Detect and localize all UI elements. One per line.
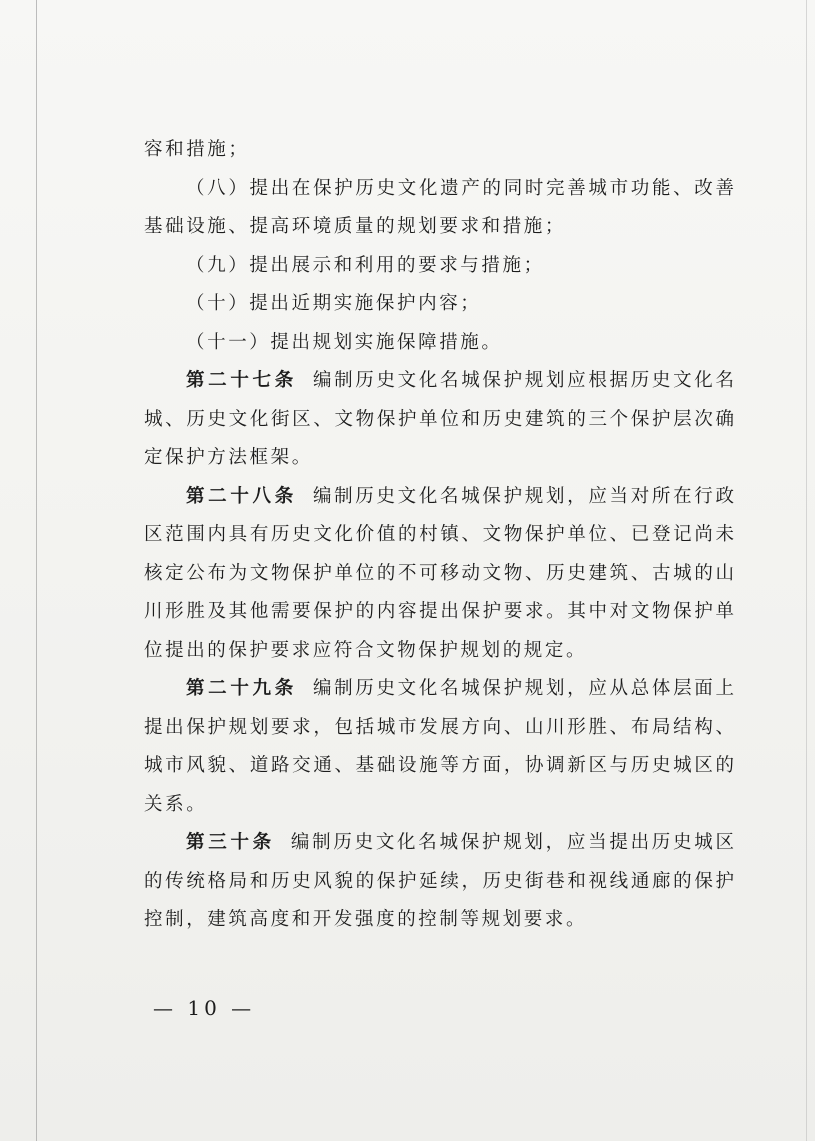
text-line: [144, 247, 734, 286]
line-text: 城市风貌、道路交通、基础设施等方面，协调新区与历史城区的: [144, 755, 734, 776]
text-line: [144, 439, 734, 478]
article-line: [144, 362, 734, 401]
text-line: [144, 516, 734, 555]
text-line: [144, 555, 734, 594]
line-text: 编制历史文化名城保护规划，应当提出历史城区: [290, 832, 734, 853]
text-line: [144, 324, 734, 363]
text-line: [144, 593, 734, 632]
line-text: 容和措施；: [144, 139, 250, 160]
line-text: 基础设施、提高环境质量的规划要求和措施；: [144, 216, 567, 237]
line-text: 编制历史文化名城保护规划，应从总体层面上: [312, 678, 734, 699]
line-text: （十）提出近期实施保护内容；: [186, 293, 482, 314]
line-text: 控制，建筑高度和开发强度的控制等规划要求。: [144, 909, 588, 930]
line-text: 城、历史文化街区、文物保护单位和历史建筑的三个保护层次确: [144, 408, 734, 430]
page-number: — 10 —: [153, 996, 256, 1020]
line-text: （九）提出展示和利用的要求与措施；: [186, 254, 545, 276]
document-body: [144, 131, 734, 940]
line-text: 区范围内具有历史文化价值的村镇、文物保护单位、已登记尚未: [144, 524, 734, 545]
article-line: [144, 824, 734, 863]
article-number: 第二十八条: [186, 485, 297, 507]
page-left-edge: [36, 0, 37, 1141]
line-text: 川形胜及其他需要保护的内容提出保护要求。其中对文物保护单: [144, 601, 734, 622]
text-line: [144, 208, 734, 247]
article-line: [144, 478, 734, 517]
line-text: 定保护方法框架。: [144, 447, 313, 468]
article-line: [144, 670, 734, 709]
line-text: 提出保护规划要求，包括城市发展方向、山川形胜、布局结构、: [144, 716, 734, 738]
line-text: 关系。: [144, 793, 208, 815]
line-text: （八）提出在保护历史文化遗产的同时完善城市功能、改善: [186, 177, 734, 199]
article-number: 第二十七条: [186, 370, 297, 391]
text-line: [144, 901, 734, 940]
line-text: （十一）提出规划实施保障措施。: [186, 331, 503, 353]
line-text: 核定公布为文物保护单位的不可移动文物、历史建筑、古城的山: [144, 562, 734, 584]
text-line: [144, 401, 734, 440]
line-text: 位提出的保护要求应符合文物保护规划的规定。: [144, 639, 588, 661]
text-line: [144, 709, 734, 748]
text-line: [144, 786, 734, 825]
line-text: 的传统格局和历史风貌的保护延续，历史街巷和视线通廊的保护: [144, 870, 734, 892]
article-number: 第三十条: [186, 832, 275, 853]
text-line: [144, 632, 734, 671]
line-text: 编制历史文化名城保护规划应根据历史文化名: [312, 370, 734, 391]
text-line: [144, 285, 734, 324]
page-right-edge: [806, 0, 807, 1141]
article-number: 第二十九条: [186, 678, 297, 699]
line-text: 编制历史文化名城保护规划，应当对所在行政: [312, 485, 734, 507]
text-line: [144, 131, 734, 170]
text-line: [144, 863, 734, 902]
text-line: [144, 170, 734, 209]
text-line: [144, 747, 734, 786]
